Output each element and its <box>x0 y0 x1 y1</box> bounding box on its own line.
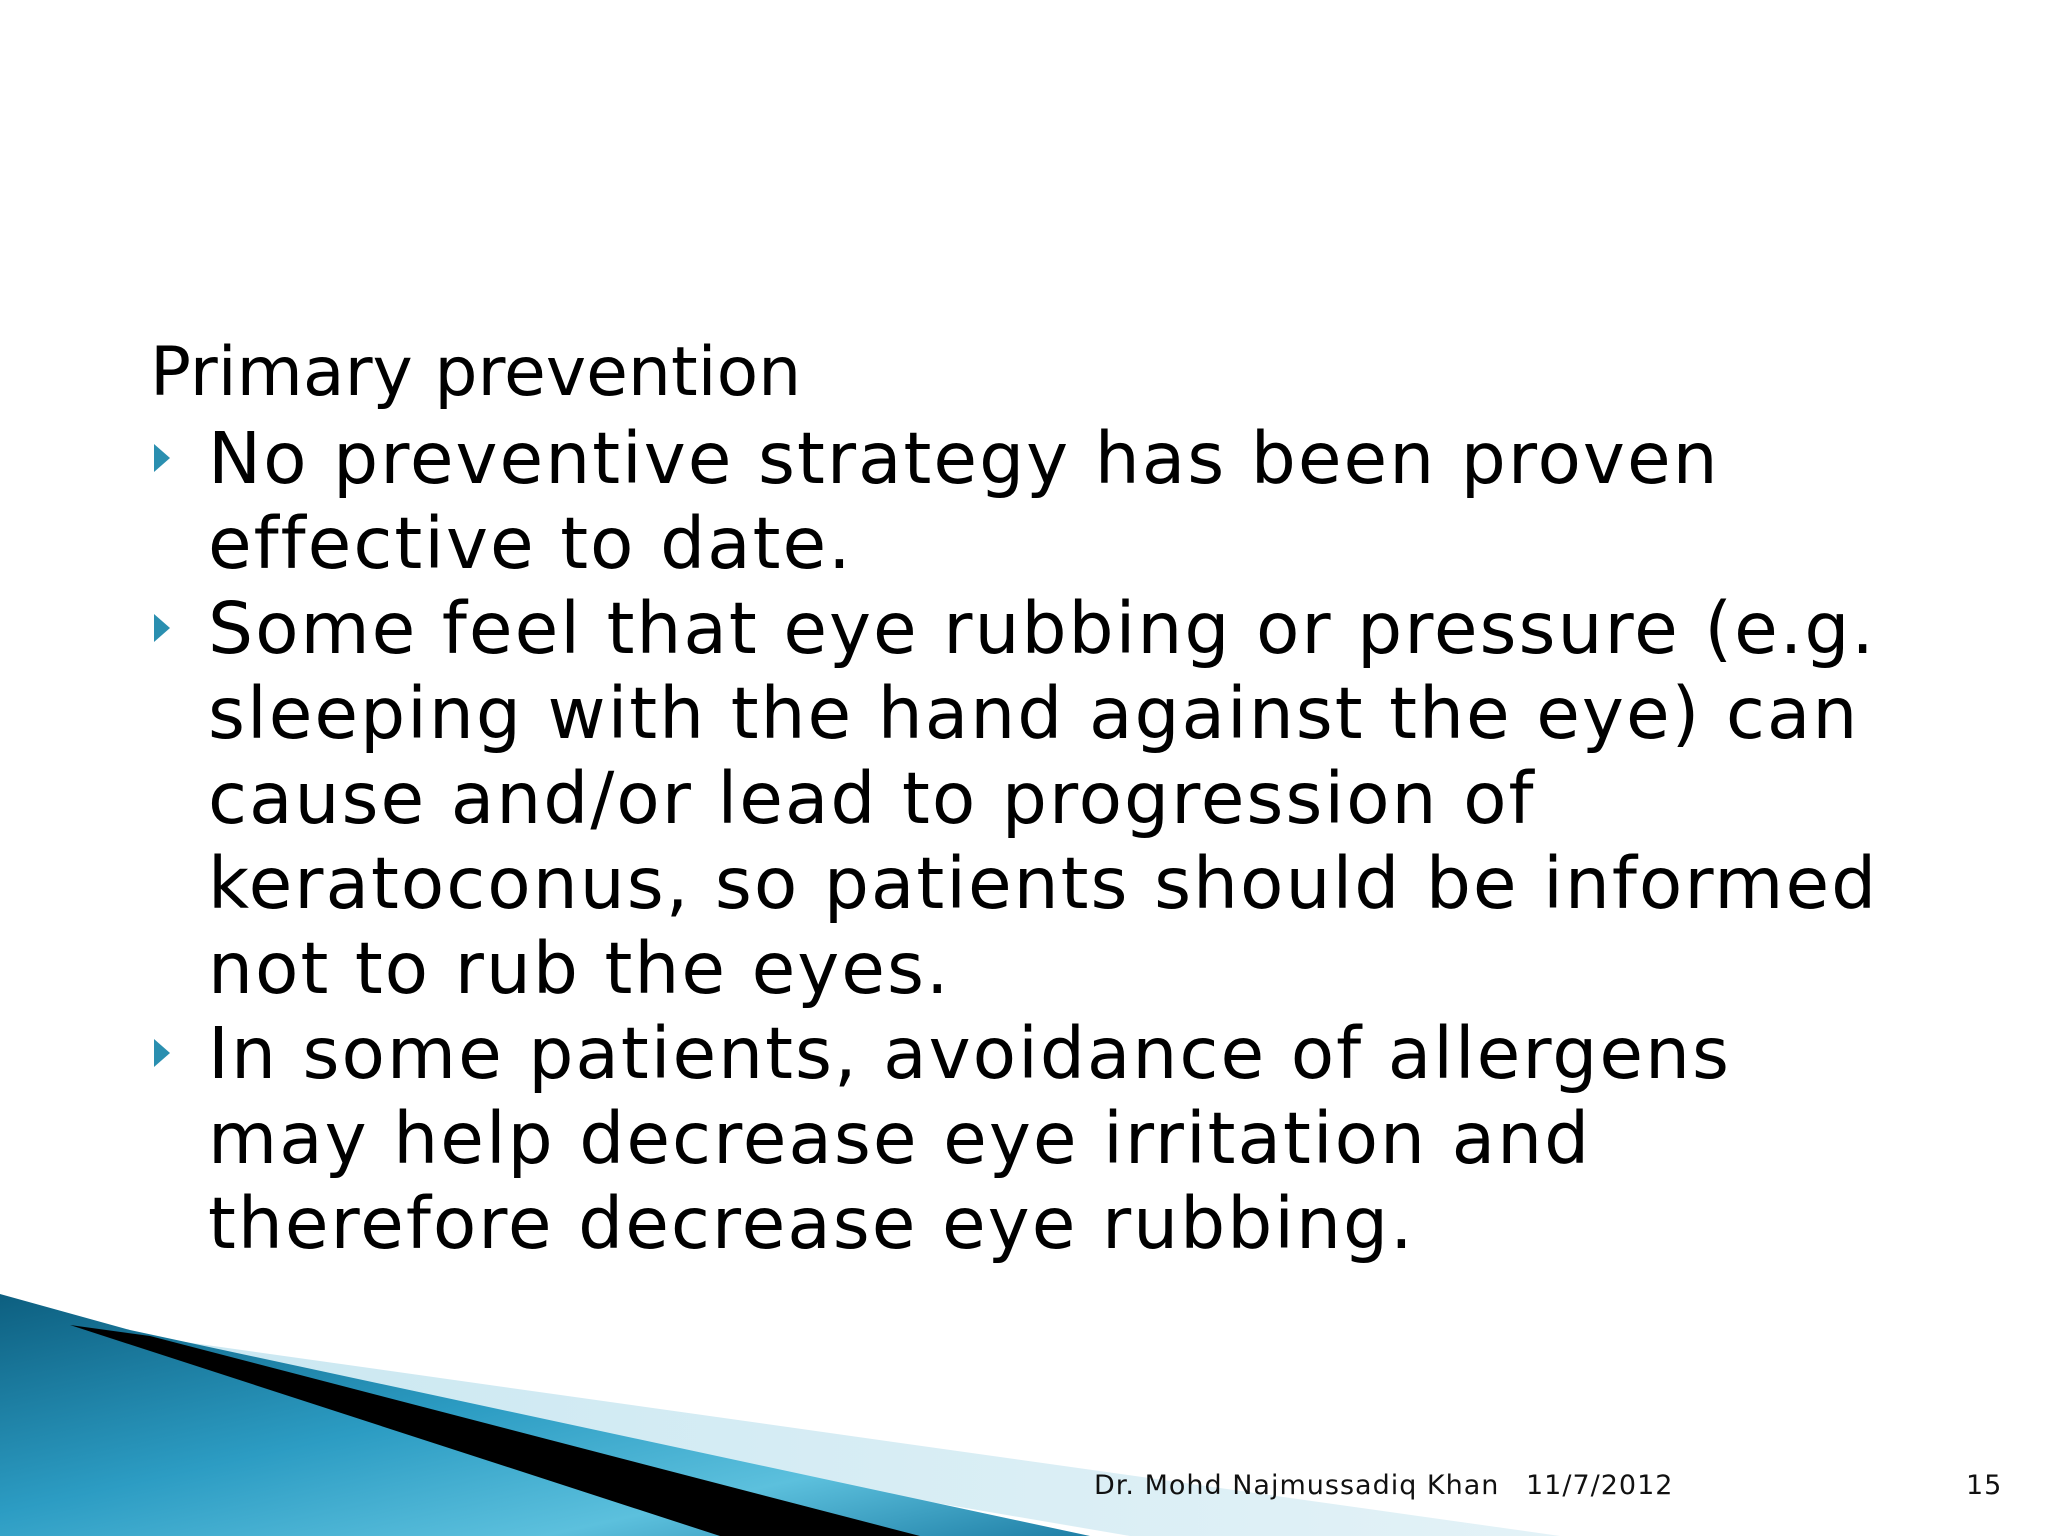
bullet-item <box>150 416 1910 586</box>
triangle-bullet-icon <box>154 444 170 472</box>
footer-date: 11/7/2012 <box>1526 1470 1674 1501</box>
bullet-list <box>150 416 1910 1266</box>
triangle-bullet-icon <box>154 614 170 642</box>
slide-body <box>150 330 1910 1266</box>
slide-heading: Primary prevention <box>150 333 802 412</box>
bullet-item <box>150 586 1910 1011</box>
bullet-item <box>150 1011 1910 1266</box>
slide-number: 15 <box>1966 1470 2003 1501</box>
bullet-text: Some feel that eye rubbing or pressure (e.g. sleeping with the hand against the eye) can cause and/or lead to progression of keratoconus, so patients should be informed not to rub the eyes. <box>208 587 1879 1010</box>
triangle-bullet-icon <box>154 1039 170 1067</box>
footer-author: Dr. Mohd Najmussadiq Khan <box>1094 1470 1500 1501</box>
bullet-text: No preventive strategy has been proven effective to date. <box>208 417 1720 585</box>
bullet-text: In some patients, avoidance of allergens may help decrease eye irritation and therefore decrease eye rubbing. <box>208 1012 1732 1265</box>
